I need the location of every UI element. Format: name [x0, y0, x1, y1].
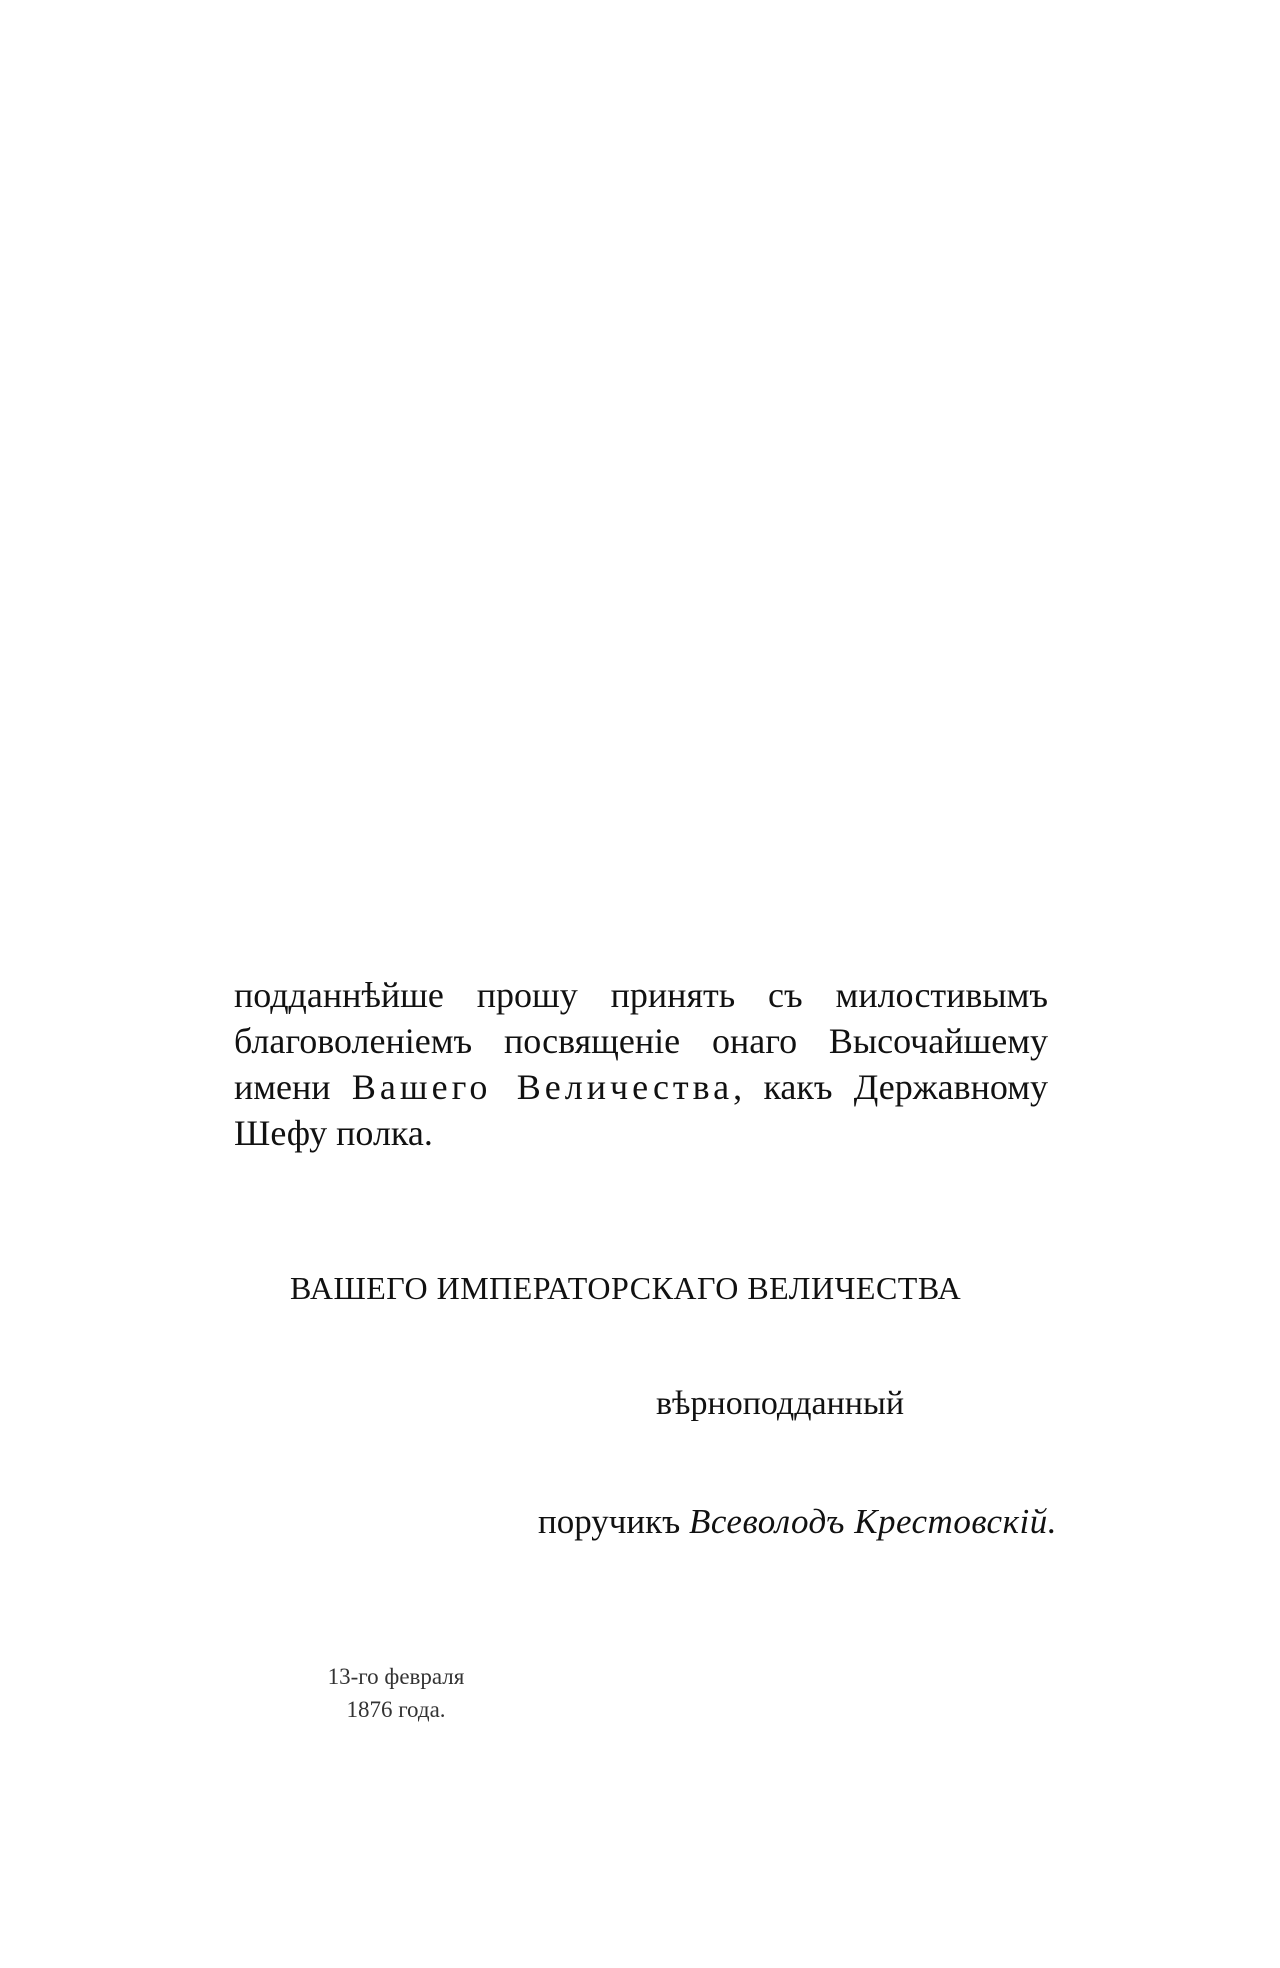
subscription: вѣрноподданный [656, 1385, 905, 1422]
signature-line [538, 1500, 1057, 1544]
closing-salutation: ВАШЕГО ИМПЕРАТОРСКАГО ВЕЛИЧЕСТВА [290, 1270, 962, 1306]
dedication-line-2: благоволеніемъ посвященіе онаго Высочайшему [234, 1021, 1048, 1061]
signature-rank: поручикъ [538, 1502, 689, 1541]
dedication-paragraph [234, 972, 1048, 1156]
dedication-line-4: Шефу полка. [234, 1113, 433, 1153]
date-block [306, 1660, 486, 1726]
dedication-line-3-end: , какъ Державному [733, 1067, 1048, 1107]
dedication-line-1: подданнѣйше прошу принять съ милостивымъ [234, 975, 1048, 1015]
dedication-line-3 [234, 1064, 1048, 1110]
dedication-line-3-start: имени [234, 1067, 352, 1107]
signature-name: Всеволодъ Крестовскій. [688, 1502, 1057, 1541]
date-day: 13-го февраля [327, 1664, 465, 1689]
dedication-emphasis: Вашего Величества [351, 1067, 734, 1107]
date-year: 1876 года. [346, 1697, 446, 1722]
